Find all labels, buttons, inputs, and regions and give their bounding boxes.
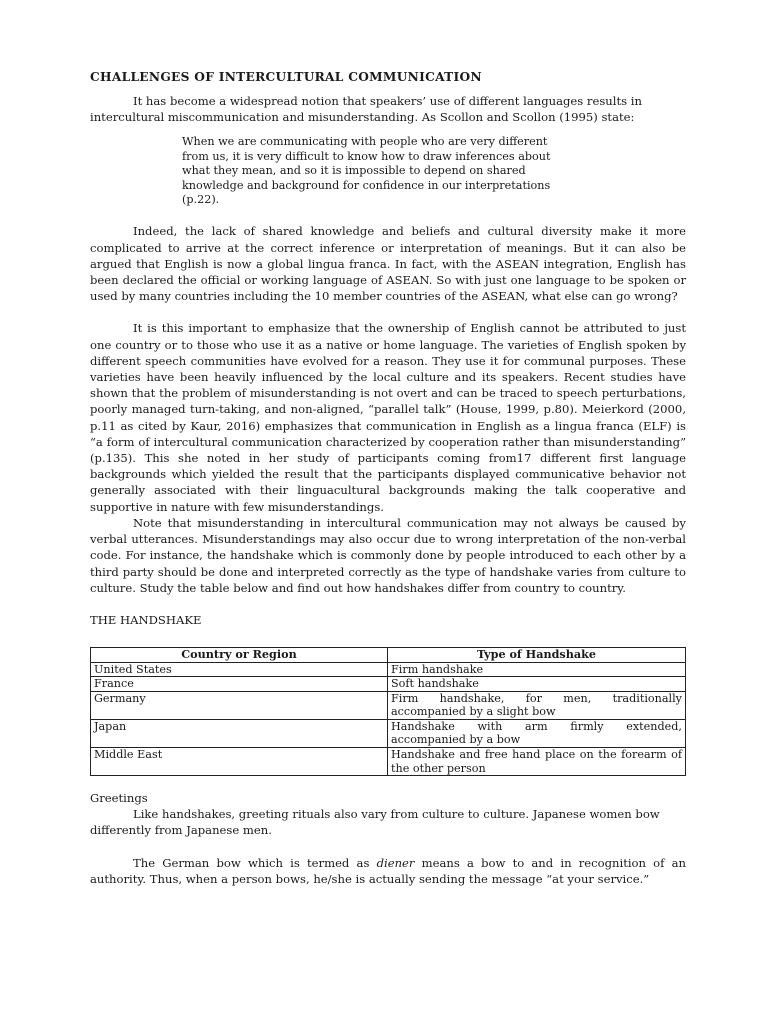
diener-term: diener xyxy=(376,855,415,870)
handshake-table xyxy=(90,647,686,776)
greetings-heading: Greetings xyxy=(90,791,148,806)
handshake-type-cell: Handshake and free hand place on the forearm of the other person xyxy=(388,748,686,776)
table-row xyxy=(91,748,686,776)
column-header: Country or Region xyxy=(91,647,388,662)
paragraph-ownership: It is this important to emphasize that the ownership of English cannot be attributed to just one country or to those who use it as a native or home language. The varieties of English spoken by different speech communities have evolved for a reason. They use it for communal purposes. These varieties have been heavily influenced by the local culture and its speakers. Recent studies have shown that the problem of misunderstanding is not overt and can be traced to speech perturbations, poorly managed turn-taking, and non-aligned, “parallel talk” (House, 1999, p.80). Meierkord (2000, p.11 as cited by Kaur, 2016) emphasizes that communication in English as a lingua franca (ELF) is “a form of intercultural communication characterized by cooperation rather than misunderstanding” (p.135). This she noted in her study of participants coming from17 different first language backgrounds which yielded the result that the participants displayed communicative behavior not generally associated with their linguacultural backgrounds making the talk cooperative and supportive in nature with few misunderstandings. xyxy=(90,321,686,514)
handshake-type-cell: Soft handshake xyxy=(388,677,686,692)
document-page xyxy=(90,70,686,887)
paragraph-intro: It has become a widespread notion that speakers’ use of different languages results in intercultural miscommunication and misunderstanding. As Scollon and Scollon (1995) state: xyxy=(90,94,642,125)
country-cell: United States xyxy=(91,662,388,677)
country-cell: France xyxy=(91,677,388,692)
handshake-type-cell: Firm handshake, for men, traditionally accompanied by a slight bow xyxy=(388,691,686,719)
handshake-type-cell: Handshake with arm firmly extended, accompanied by a bow xyxy=(388,719,686,747)
table-row xyxy=(91,677,686,692)
country-cell: Germany xyxy=(91,691,388,719)
table-header-row xyxy=(91,647,686,662)
paragraph-nonverbal: Note that misunderstanding in intercultural communication may not always be caused by verbal utterances. Misunderstandings may also occur due to wrong interpretation of the non-verbal code. For instance, the handshake which is commonly done by people introduced to each other by a third party should be done and interpreted correctly as the type of handshake varies from culture to culture. Study the table below and find out how handshakes differ from country to country. xyxy=(90,515,686,595)
document-title: CHALLENGES OF INTERCULTURAL COMMUNICATION xyxy=(90,70,482,84)
paragraph-lingua-franca: Indeed, the lack of shared knowledge and beliefs and cultural diversity make it more complicated to arrive at the correct inference or interpretation of meanings. But it can also be argued that English is now a global lingua franca. In fact, with the ASEAN integration, English has been declared the official or working language of ASEAN. So with just one language to be spoken or used by many countries including the 10 member countries of the ASEAN, what else can go wrong? xyxy=(90,224,686,304)
paragraph-german-bow xyxy=(90,855,686,887)
handshake-type-cell: Firm handshake xyxy=(388,662,686,677)
handshake-heading: THE HANDSHAKE xyxy=(90,612,202,627)
country-cell: Middle East xyxy=(91,748,388,776)
paragraph-greetings: Like handshakes, greeting rituals also vary from culture to culture. Japanese women bow differently from Japanese men. xyxy=(90,807,660,838)
german-bow-text-end: means a bow to and in recognition of an authority. Thus, when a person bows, he/she is actually sending the message “at your service.” xyxy=(90,855,687,886)
table-row xyxy=(91,662,686,677)
block-quote: When we are communicating with people who are very different from us, it is very difficult to know how to draw inferences about what they mean, and so it is impossible to depend on shared knowledge and background for confidence in our interpretations (p.22). xyxy=(182,135,551,207)
column-header: Type of Handshake xyxy=(388,647,686,662)
german-bow-text-start: The German bow which is termed as xyxy=(133,855,377,870)
table-row xyxy=(91,719,686,747)
country-cell: Japan xyxy=(91,719,388,747)
table-row xyxy=(91,691,686,719)
